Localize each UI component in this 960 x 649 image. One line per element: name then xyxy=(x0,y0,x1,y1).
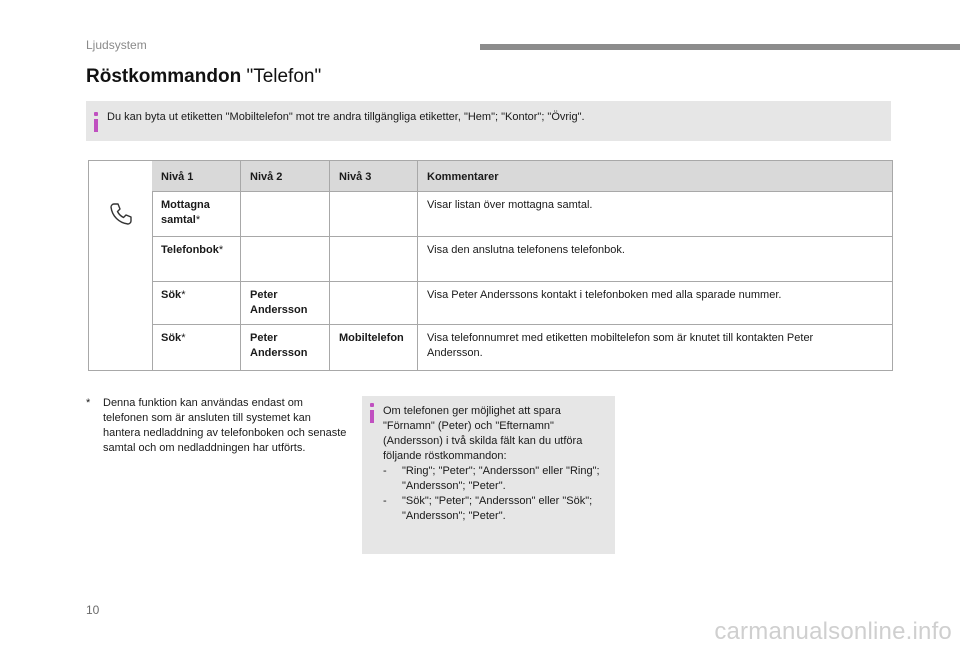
info-box-top xyxy=(86,101,891,141)
icon-column xyxy=(89,191,153,370)
footnote-star: * xyxy=(86,397,91,409)
cell-level1: Mottagna samtal* xyxy=(161,199,210,226)
section-label: Ljudsystem xyxy=(86,38,147,52)
table-row xyxy=(152,325,892,370)
watermark: carmanualsonline.info xyxy=(714,618,952,645)
table-header xyxy=(152,161,892,192)
footnote-text: Denna funktion kan användas endast om telefonen som är ansluten till systemet kan hantera nedladdning av telefonboken och senaste samtal och om nedladdningen har utförts. xyxy=(103,397,347,454)
cell-level1: Sök* xyxy=(161,332,186,344)
list-item: - "Sök"; "Peter"; "Andersson" eller "Sök"; "Andersson"; "Peter". xyxy=(383,495,593,522)
info-icon xyxy=(370,410,374,423)
cell-level1: Telefonbok* xyxy=(161,244,224,256)
table-row xyxy=(152,237,892,282)
cell-level2: Peter Andersson xyxy=(250,332,308,359)
cell-comment: Visa Peter Anderssons kontakt i telefonboken med alla sparade nummer. xyxy=(427,289,782,301)
phone-icon xyxy=(108,201,134,227)
info-right-text xyxy=(383,404,611,524)
page-title-quoted: "Telefon" xyxy=(246,66,322,87)
header-comments: Kommentarer xyxy=(427,171,499,183)
info-icon xyxy=(94,119,98,132)
cell-level1: Sök* xyxy=(161,289,186,301)
page-title-main: Röstkommandon xyxy=(86,66,247,87)
header-bar xyxy=(480,44,960,50)
page-title xyxy=(86,66,321,88)
voice-command-table xyxy=(88,160,893,371)
page-number: 10 xyxy=(86,603,100,617)
cell-comment: Visa telefonnumret med etiketten mobiltelefon som är knutet till kontakten Peter Andersson. xyxy=(427,332,814,359)
table-row xyxy=(152,282,892,325)
cell-comment: Visar listan över mottagna samtal. xyxy=(427,199,593,211)
list-item: - "Ring"; "Peter"; "Andersson" eller "Ring"; "Andersson"; "Peter". xyxy=(383,465,600,492)
info-right-intro: Om telefonen ger möjlighet att spara "Förnamn" (Peter) och "Efternamn" (Andersson) i två skilda fält kan du utföra följande röstkommandon: xyxy=(383,405,583,462)
cell-level3: Mobiltelefon xyxy=(339,332,404,344)
info-top-text: Du kan byta ut etiketten "Mobiltelefon" mot tre andra tillgängliga etiketter, "Hem"; "Kontor"; "Övrig". xyxy=(107,111,585,123)
header-level2: Nivå 2 xyxy=(250,171,283,183)
cell-level2: Peter Andersson xyxy=(250,289,308,316)
cell-comment: Visa den anslutna telefonens telefonbok. xyxy=(427,244,625,256)
header-level1: Nivå 1 xyxy=(161,171,194,183)
header-level3: Nivå 3 xyxy=(339,171,372,183)
info-box-right xyxy=(362,396,615,554)
table-row xyxy=(152,192,892,237)
